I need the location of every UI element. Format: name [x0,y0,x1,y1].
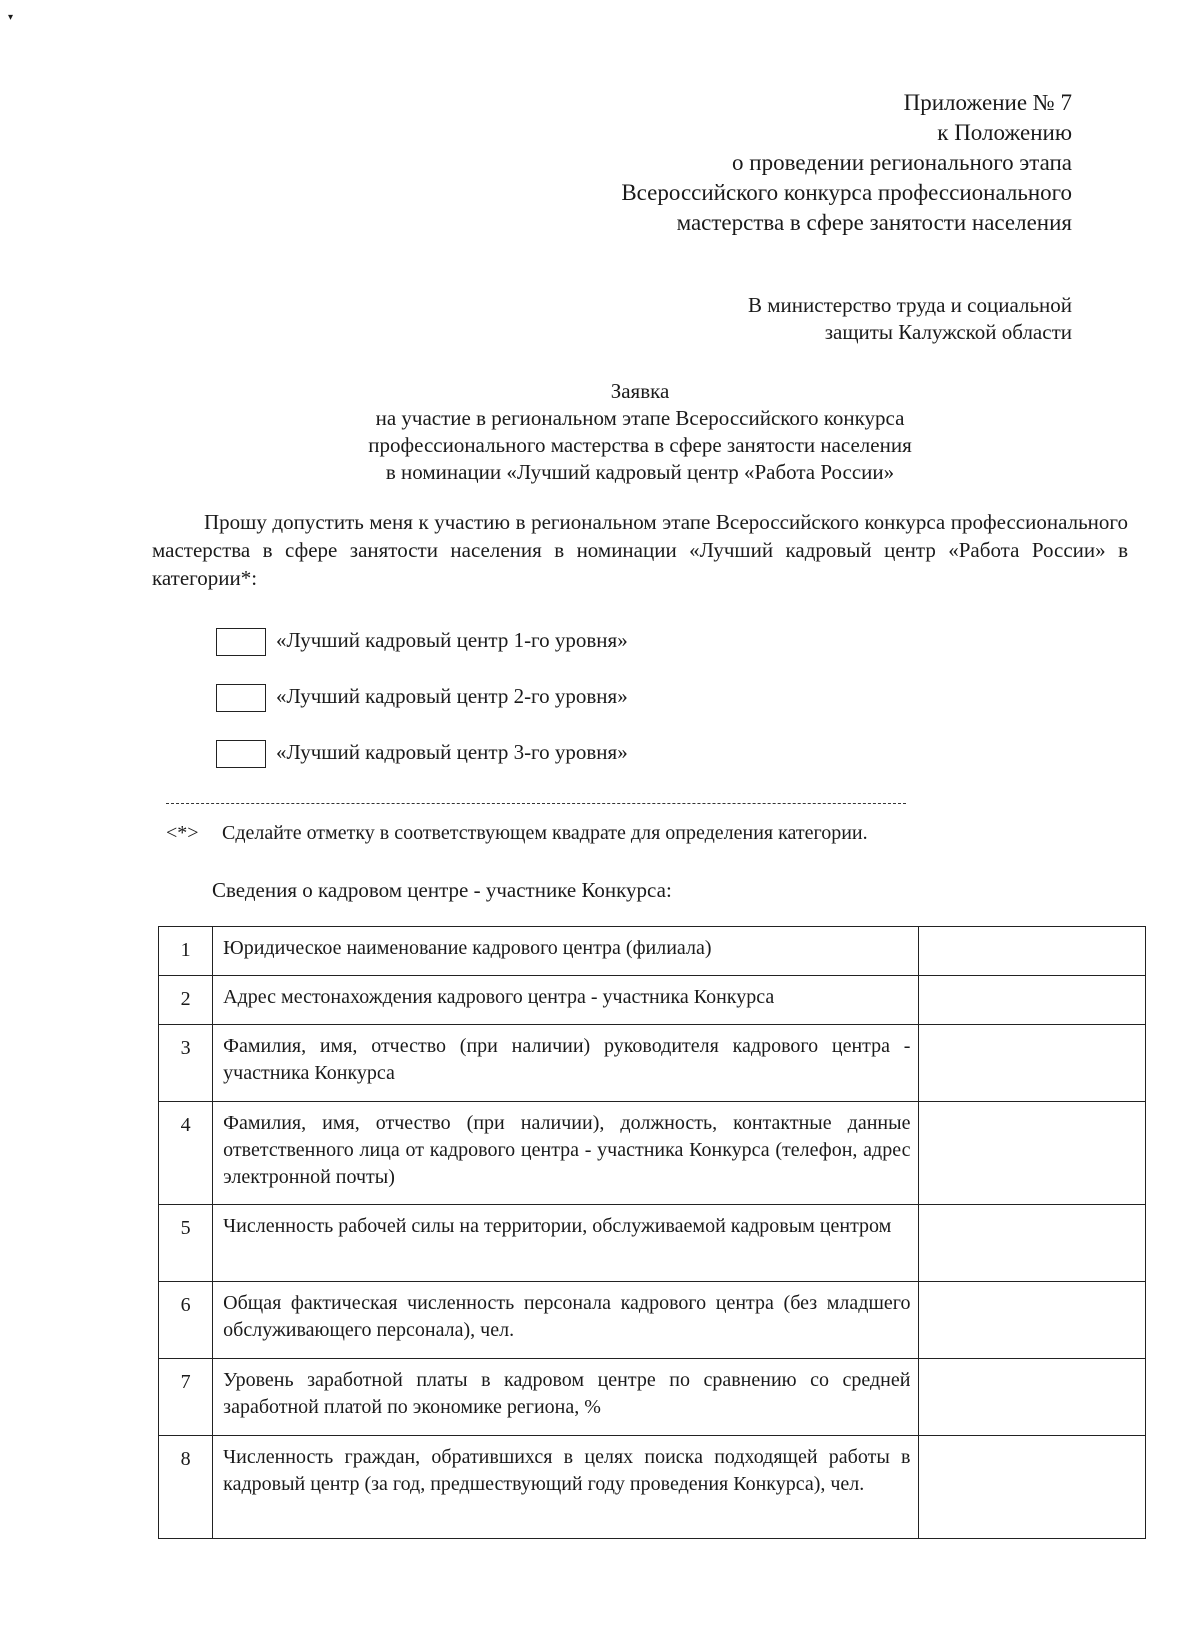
category-option-label: «Лучший кадровый центр 3-го уровня» [276,740,628,764]
row-number: 7 [159,1359,213,1436]
row-number: 1 [159,927,213,976]
category-option-2[interactable] [216,682,628,738]
table-row [159,1102,1146,1205]
table-row [159,1025,1146,1102]
addressee [552,292,1072,346]
row-value-cell[interactable] [919,976,1146,1025]
checkbox[interactable] [216,740,266,768]
addressee-line: защиты Калужской области [824,320,1072,344]
row-value-cell[interactable] [919,1102,1146,1205]
row-label: Численность граждан, обратившихся в целях поиска подходящей работы в кадровый центр (за год, предшествующий году проведения Конкурса), чел. [213,1436,919,1539]
category-option-label: «Лучший кадровый центр 1-го уровня» [276,628,628,652]
row-label: Адрес местонахождения кадрового центра - участника Конкурса [213,976,919,1025]
category-options [216,626,628,794]
footnote-divider [166,803,906,804]
title-line: на участие в региональном этапе Всероссийского конкурса [375,406,905,430]
appendix-line: мастерства в сфере занятости населения [676,210,1072,235]
title-line: в номинации «Лучший кадровый центр «Работа России» [385,460,895,484]
row-label: Фамилия, имя, отчество (при наличии) руководителя кадрового центра - участника Конкурса [213,1025,919,1102]
appendix-line: Всероссийского конкурса профессионального [621,180,1072,205]
category-option-label: «Лучший кадровый центр 2-го уровня» [276,684,628,708]
row-number: 6 [159,1282,213,1359]
row-number: 3 [159,1025,213,1102]
title-line: профессионального мастерства в сфере занятости населения [368,433,912,457]
table-row [159,1436,1146,1539]
addressee-line: В министерство труда и социальной [747,293,1072,317]
footnote [166,820,868,846]
table-row [159,976,1146,1025]
row-value-cell[interactable] [919,1436,1146,1539]
row-value-cell[interactable] [919,927,1146,976]
row-number: 5 [159,1205,213,1282]
category-option-3[interactable] [216,738,628,794]
row-value-cell[interactable] [919,1025,1146,1102]
info-table [158,926,1146,1539]
table-row [159,1359,1146,1436]
row-value-cell[interactable] [919,1282,1146,1359]
request-text: Прошу допустить меня к участию в региональном этапе Всероссийского конкурса профессионального мастерства в сфере занятости населения в номинации «Лучший кадровый центр «Работа России» в категории*: [152,510,1128,590]
appendix-header [452,88,1072,238]
row-label: Общая фактическая численность персонала кадрового центра (без младшего обслуживающего персонала), чел. [213,1282,919,1359]
document-title [300,378,980,486]
row-label: Фамилия, имя, отчество (при наличии), должность, контактные данные ответственного лица от кадрового центра - участника Конкурса (телефон, адрес электронной почты) [213,1102,919,1205]
scan-speck: ▾ [8,12,14,23]
table-row [159,927,1146,976]
row-value-cell[interactable] [919,1205,1146,1282]
appendix-line: о проведении регионального этапа [732,150,1072,175]
row-number: 2 [159,976,213,1025]
title-heading: Заявка [610,379,670,403]
table-caption: Сведения о кадровом центре - участнике Конкурса: [212,878,672,902]
table-row [159,1282,1146,1359]
category-option-1[interactable] [216,626,628,682]
row-number: 4 [159,1102,213,1205]
checkbox[interactable] [216,684,266,712]
row-value-cell[interactable] [919,1359,1146,1436]
footnote-mark: <*> [166,822,199,844]
table-row [159,1205,1146,1282]
checkbox[interactable] [216,628,266,656]
row-label: Численность рабочей силы на территории, обслуживаемой кадровым центром [213,1205,919,1282]
row-number: 8 [159,1436,213,1539]
appendix-line: Приложение № 7 [903,90,1072,115]
request-paragraph [152,508,1128,592]
footnote-text: Сделайте отметку в соответствующем квадрате для определения категории. [222,822,868,844]
row-label: Уровень заработной платы в кадровом центре по сравнению со средней заработной платой по экономике региона, % [213,1359,919,1436]
row-label: Юридическое наименование кадрового центра (филиала) [213,927,919,976]
appendix-line: к Положению [937,120,1072,145]
